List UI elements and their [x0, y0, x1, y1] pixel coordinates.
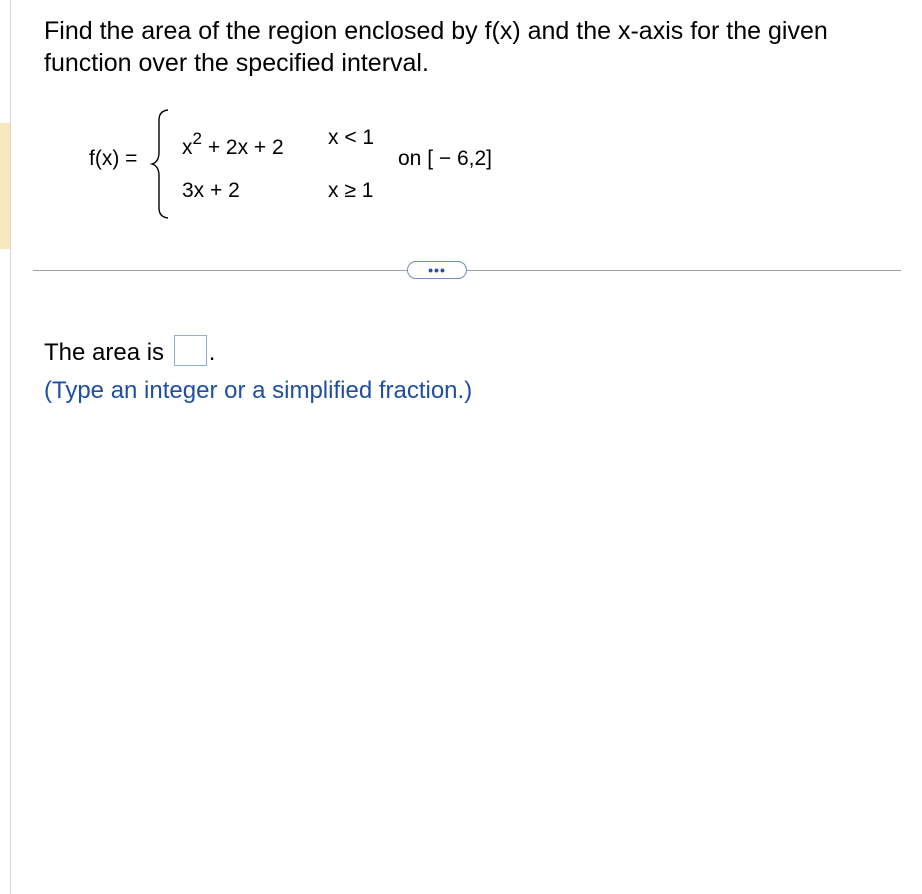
piece1-expression	[182, 129, 284, 159]
more-options-button[interactable]: •••	[407, 261, 467, 279]
function-lhs: f(x) =	[89, 147, 138, 170]
answer-line	[44, 338, 215, 369]
answer-hint: (Type an integer or a simplified fraction.)	[44, 377, 473, 404]
piece1-rest: + 2x + 2	[207, 136, 284, 159]
piece1-base: x	[182, 136, 193, 159]
question-text: Find the area of the region enclosed by f(x) and the x-axis for the given function over the specified interval.	[44, 17, 828, 77]
answer-suffix: .	[208, 339, 216, 366]
piece2-expression: 3x + 2	[182, 179, 240, 202]
interval: on [ − 6,2]	[398, 147, 492, 170]
piece1-condition: x < 1	[328, 126, 375, 149]
answer-input[interactable]	[174, 335, 207, 366]
left-rule	[10, 0, 11, 894]
section-divider	[33, 270, 901, 271]
left-brace	[149, 108, 171, 220]
piece2-condition: x ≥ 1	[328, 179, 374, 202]
piece1-exponent: 2	[192, 129, 202, 148]
answer-prefix: The area is	[44, 339, 165, 366]
question-marker	[0, 123, 10, 249]
